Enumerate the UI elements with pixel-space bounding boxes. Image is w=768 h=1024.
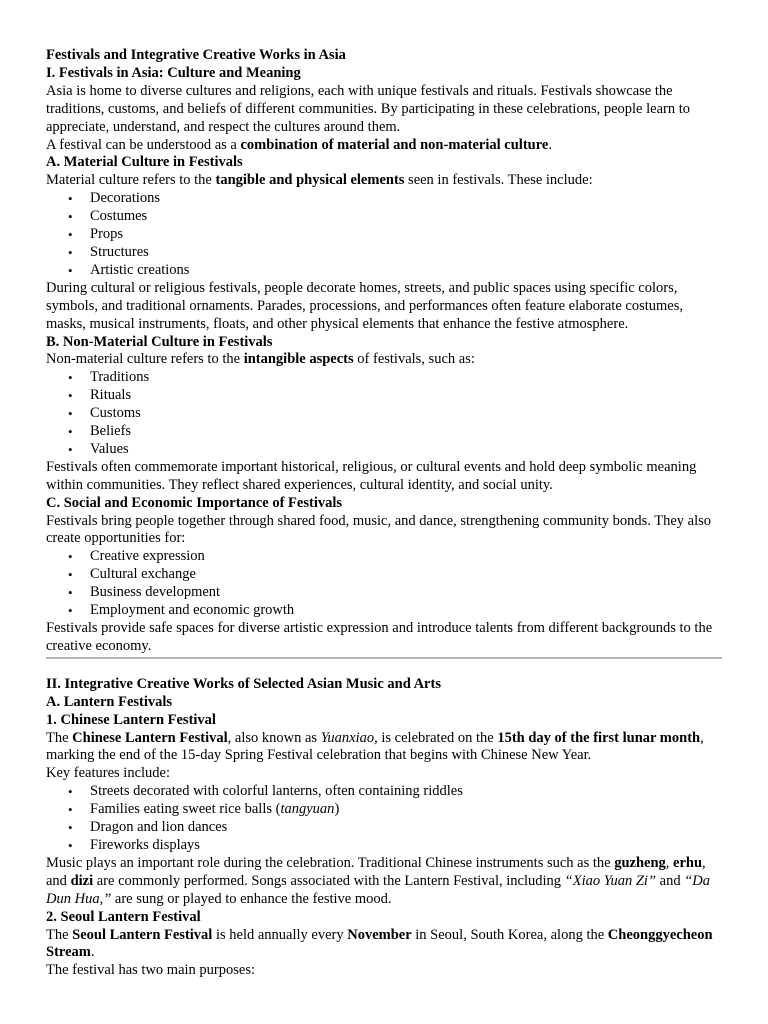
list-item: • Employment and economic growth (90, 602, 722, 620)
subsection-a-heading: A. Material Culture in Festivals (46, 154, 243, 171)
list-item: • Structures (90, 244, 722, 262)
non-material-culture-paragraph: Festivals often commemorate important historical, religious, or cultural events and hold deep symbolic meaning within communities. They reflect shared experiences, cultural identity, and social unity. (46, 458, 697, 493)
social-economic-paragraph: Festivals provide safe spaces for diverse artistic expression and introduce talents from different backgrounds to the creative economy. (46, 620, 713, 654)
list-item: • Values (90, 441, 722, 459)
chinese-lantern-heading: 1. Chinese Lantern Festival (46, 711, 216, 728)
seoul-lantern-heading: 2. Seoul Lantern Festival (46, 908, 201, 925)
list-item: • Rituals (90, 387, 722, 405)
list-item: • Families eating sweet rice balls (tangyuan) (90, 801, 722, 819)
festival-definition: A festival can be understood as a combination of material and non-material culture. (46, 136, 552, 153)
chinese-lantern-intro: The Chinese Lantern Festival, also known as Yuanxiao, is celebrated on the 15th day of the first lunar month, marking the end of the 15-day Spring Festival celebration that begins with Chinese New Year. (46, 729, 704, 764)
list-item: • Customs (90, 405, 722, 423)
section-1-intro: Asia is home to diverse cultures and religions, each with unique festivals and rituals. Festivals showcase the traditions, customs, and beliefs of different communities. By participating in these celebrations, people learn to appreciate, understand, and respect the cultures around them. (46, 82, 691, 135)
subsection-b-heading: B. Non-Material Culture in Festivals (46, 333, 273, 350)
seoul-lantern-intro: The Seoul Lantern Festival is held annually every November in Seoul, South Korea, along the Cheonggyecheon Stream. (46, 926, 713, 961)
material-culture-paragraph: During cultural or religious festivals, people decorate homes, streets, and public spaces using specific colors, symbols, and traditional ornaments. Parades, processions, and performances often feature elaborate costumes, masks, musical instruments, floats, and other physical elements that enhance the festive atmosphere. (46, 279, 683, 332)
non-material-culture-intro: Non-material culture refers to the intangible aspects of festivals, such as: (46, 351, 475, 368)
chinese-music-paragraph: Music plays an important role during the celebration. Traditional Chinese instruments such as the guzheng, erhu, and dizi are commonly performed. Songs associated with the Lantern Festival, including “Xiao Yuan Zi” and “Da Dun Hua,” are sung or played to enhance the festive mood. (46, 854, 710, 907)
list-item: • Cultural exchange (90, 566, 722, 584)
section-2-heading: II. Integrative Creative Works of Selected Asian Music and Arts (46, 675, 441, 692)
list-item: • Creative expression (90, 548, 722, 566)
list-item: • Props (90, 226, 722, 244)
list-item: • Artistic creations (90, 262, 722, 280)
opportunities-list (46, 548, 722, 620)
seoul-purposes-label: The festival has two main purposes: (46, 962, 255, 979)
list-item: • Traditions (90, 369, 722, 387)
list-item: • Fireworks displays (90, 837, 722, 855)
document-title: Festivals and Integrative Creative Works in Asia (46, 47, 346, 63)
material-culture-list (46, 190, 722, 280)
list-item: • Dragon and lion dances (90, 819, 722, 837)
non-material-culture-list (46, 369, 722, 459)
section-1-heading: I. Festivals in Asia: Culture and Meaning (46, 64, 301, 81)
key-features-list (46, 783, 722, 855)
material-culture-intro: Material culture refers to the tangible and physical elements seen in festivals. These include: (46, 172, 593, 189)
lantern-festivals-heading: A. Lantern Festivals (46, 693, 173, 710)
list-item: • Streets decorated with colorful lanterns, often containing riddles (90, 783, 722, 801)
subsection-c-heading: C. Social and Economic Importance of Festivals (46, 494, 343, 511)
key-features-label: Key features include: (46, 765, 171, 782)
list-item: • Decorations (90, 190, 722, 208)
list-item: • Costumes (90, 208, 722, 226)
list-item: • Business development (90, 584, 722, 602)
list-item: • Beliefs (90, 423, 722, 441)
social-economic-intro: Festivals bring people together through shared food, music, and dance, strengthening community bonds. They also create opportunities for: (46, 512, 711, 547)
